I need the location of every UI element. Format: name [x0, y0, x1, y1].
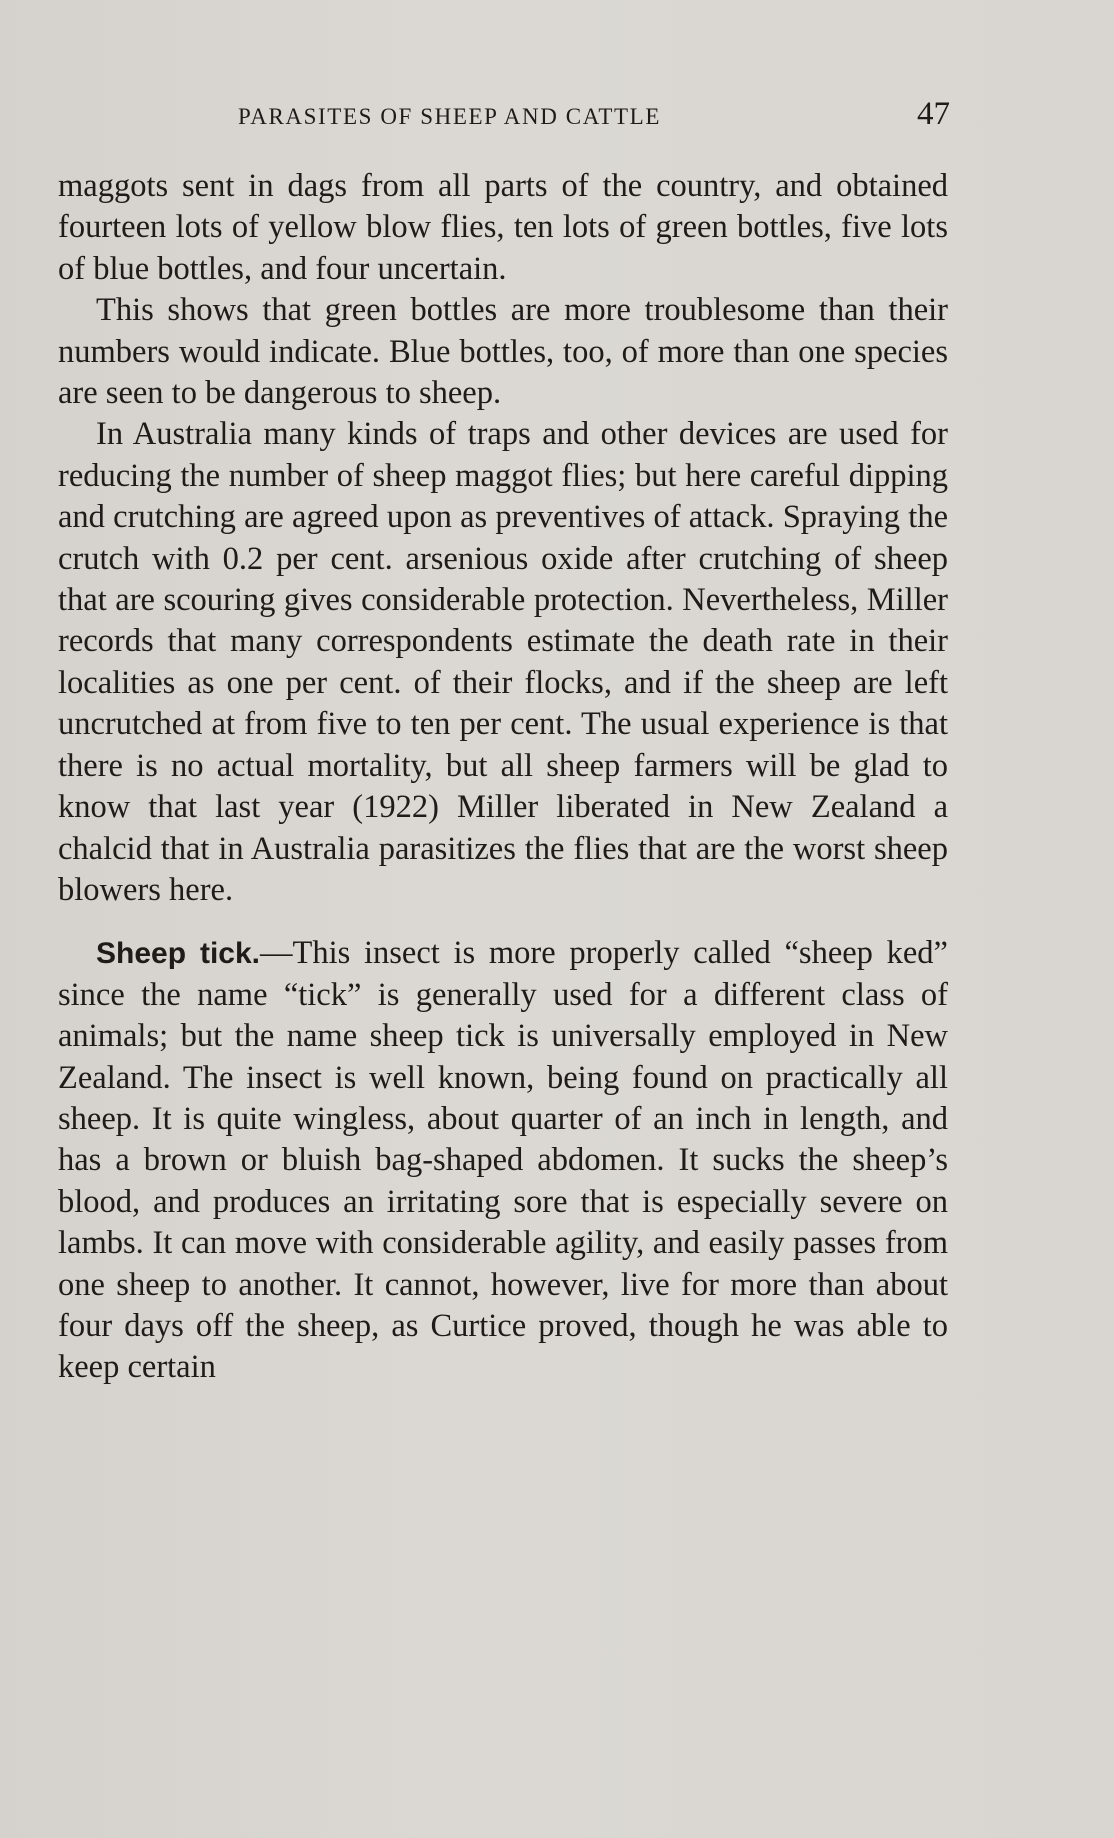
sheep-tick-text: —This insect is more properly called “sheep ked” since the name “tick” is generally used for a different class of animals; but the name sheep tick is universally employed in New Zealand. The insect is well known, being found on practically all sheep. It is quite wingless, about quarter of an inch in length, and has a brown or bluish bag-shaped abdomen. It sucks the sheep’s blood, and produces an irritating sore that is especially severe on lambs. It can move with considerable agility, and easily passes from one sheep to another. It cannot, however, live for more than about four days off the sheep, as Curtice proved, though he was able to keep certain: [58, 935, 948, 1386]
paragraph-sheep-tick: [58, 933, 948, 1388]
body-text: [58, 166, 948, 1389]
running-title: PARASITES OF SHEEP AND CATTLE: [238, 104, 661, 129]
page-number: 47: [917, 96, 950, 132]
sheep-tick-heading: Sheep tick.: [96, 937, 260, 971]
paragraph-continued: maggots sent in dags from all parts of the country, and obtained fourteen lots of yellow blow flies, ten lots of green bottles, five lots of blue bottles, and four uncertain.: [58, 168, 948, 287]
paragraph-australia-traps: In Australia many kinds of traps and other devices are used for reducing the number of sheep maggot flies; but here careful dipping and crutching are agreed upon as preventives of attack. Spraying the crutch with 0.2 per cent. arsenious oxide after crutching of sheep that are scouring gives considerable protection. Nevertheless, Miller records that many correspondents estimate the death rate in their localities as one per cent. of their flocks, and if the sheep are left uncrutched at from five to ten per cent. The usual experience is that there is no actual mortality, but all sheep farmers will be glad to know that last year (1922) Miller liberated in New Zealand a chalcid that in Australia parasitizes the flies that are the worst sheep blowers here.: [58, 416, 948, 908]
running-head: [58, 96, 950, 136]
paragraph-green-bottles: This shows that green bottles are more troublesome than their numbers would indicate. Blue bottles, too, of more than one species are seen to be dangerous to sheep.: [58, 292, 948, 412]
